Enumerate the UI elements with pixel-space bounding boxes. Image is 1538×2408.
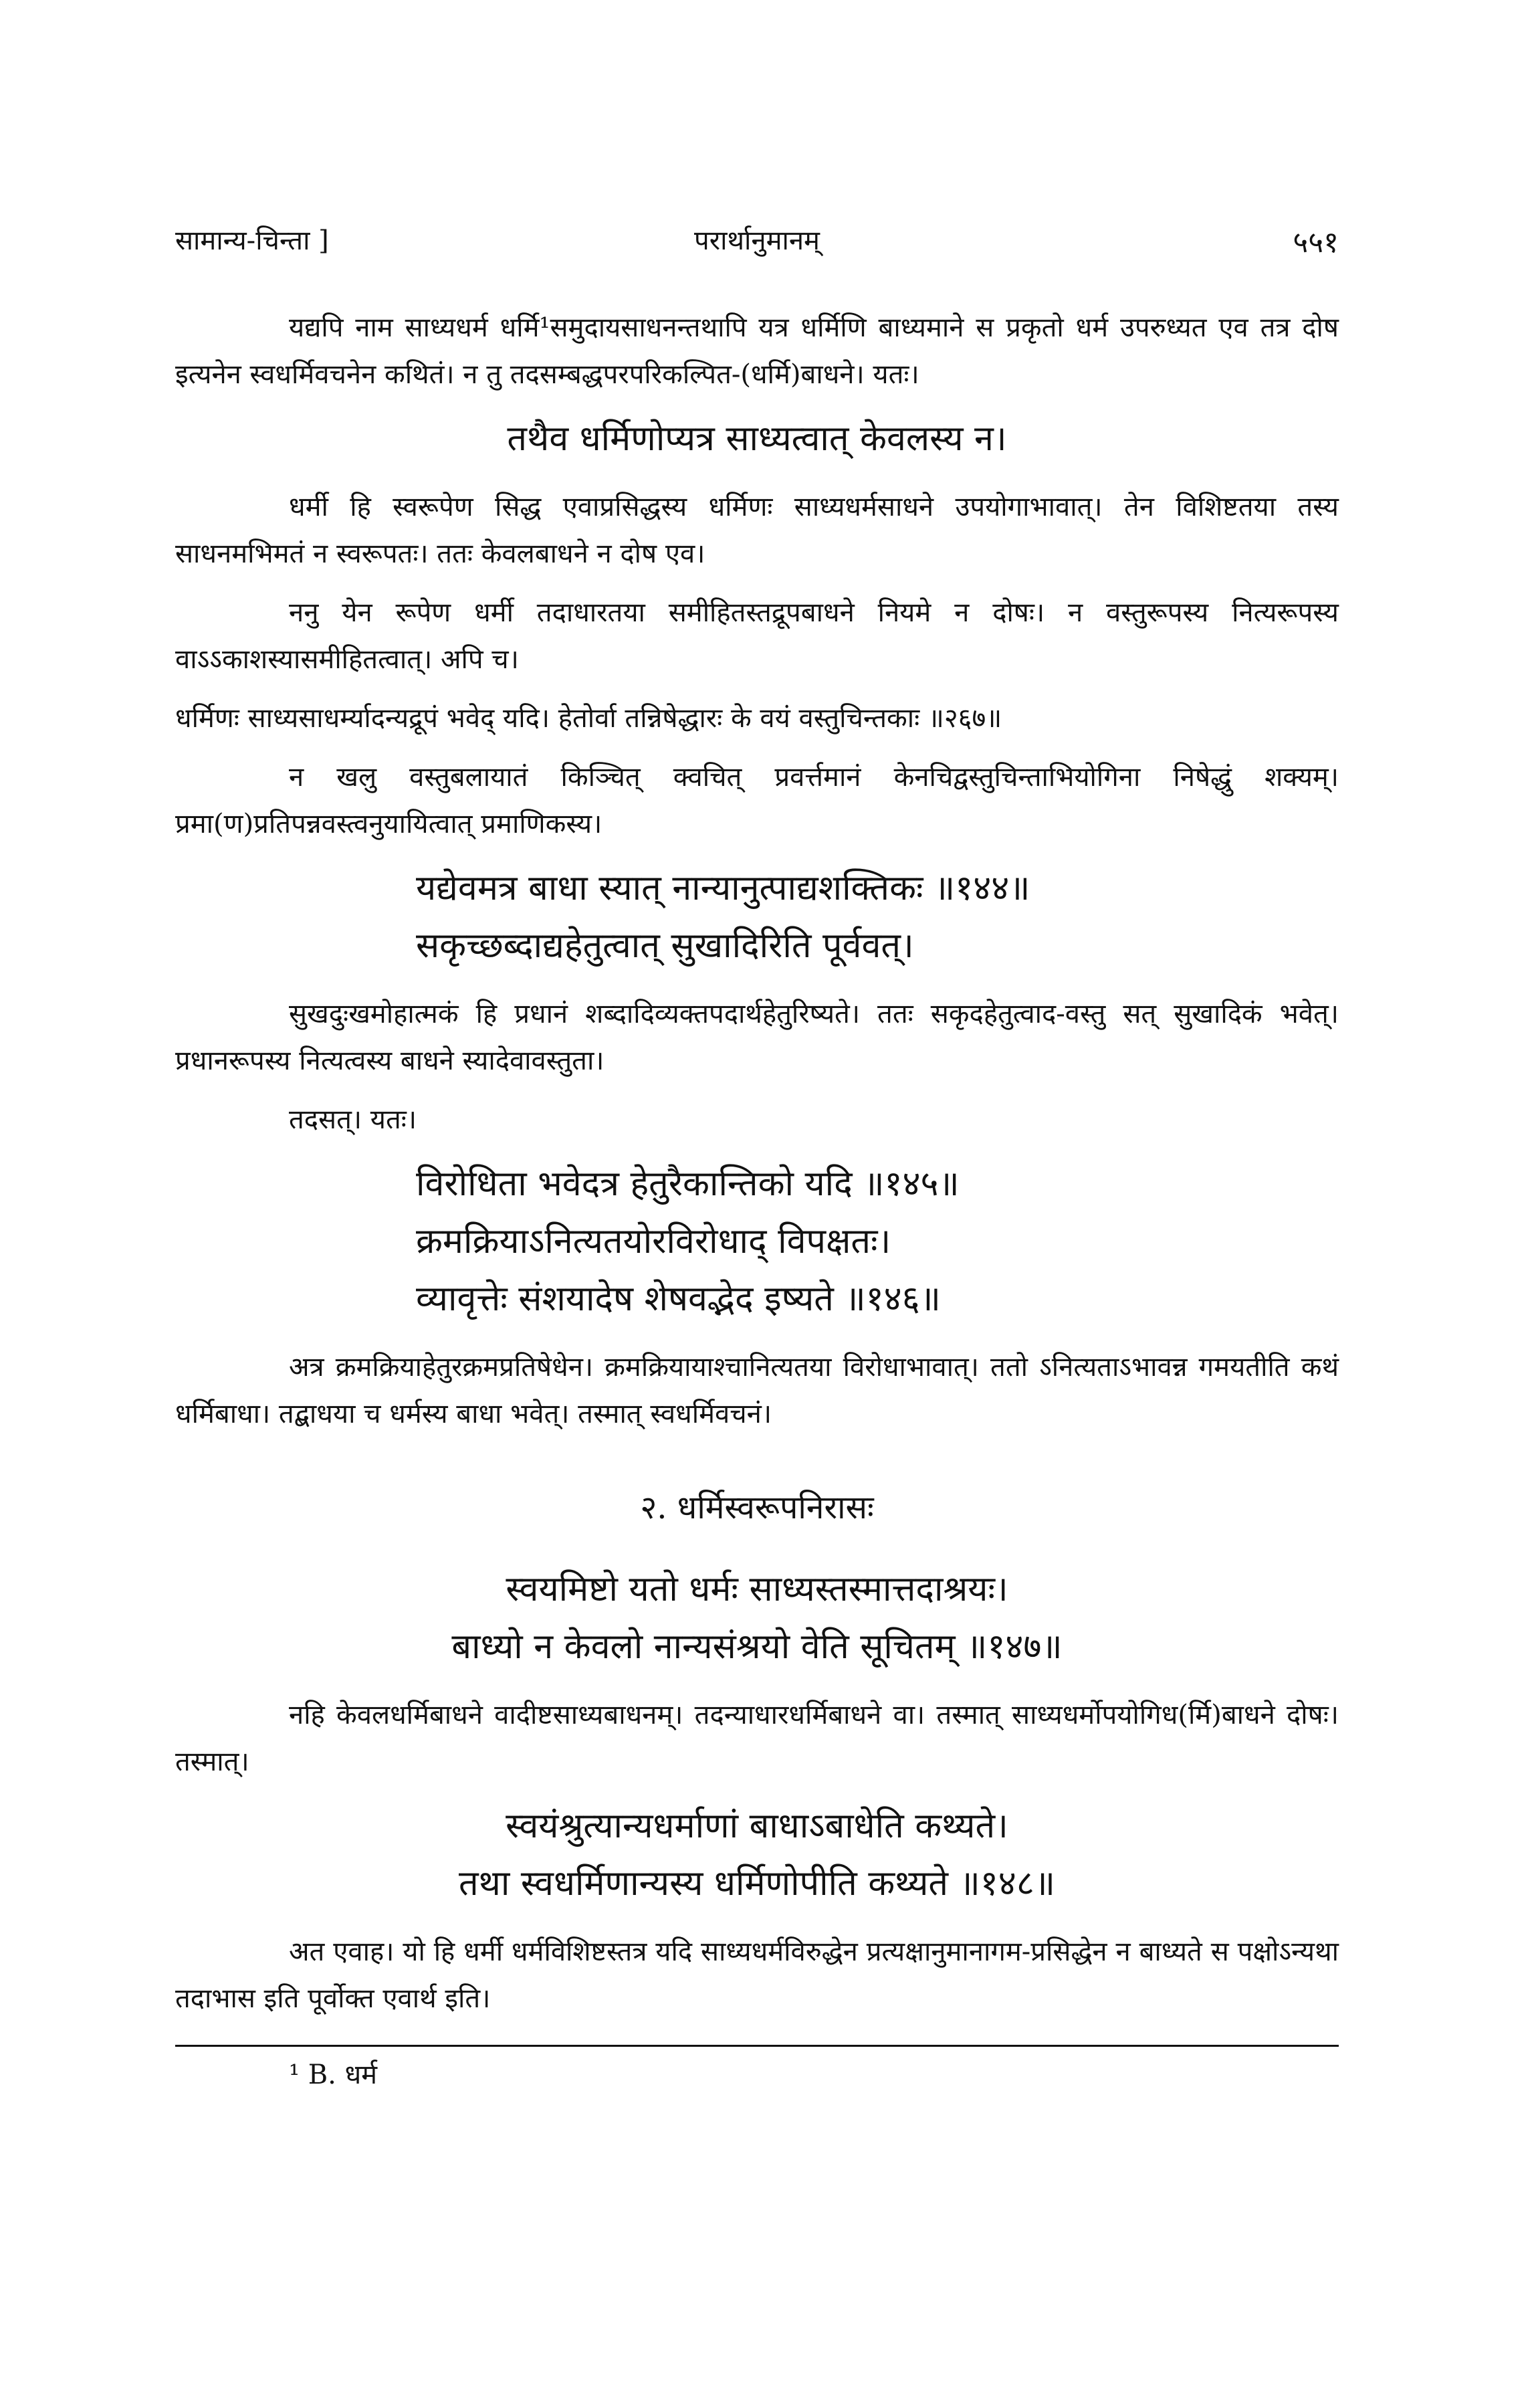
verse	[175, 410, 1339, 468]
page-header	[175, 221, 1339, 274]
verse-line: बाध्यो न केवलो नान्यसंश्रयो वेति सूचितम् ॥१४७॥	[451, 1627, 1063, 1667]
footnote-divider	[175, 2045, 1339, 2047]
verse-line: सकृच्छब्दाद्यहेतुत्वात् सुखादिरिति पूर्ववत्।	[416, 926, 914, 966]
verse-line: क्रमक्रियाऽनित्यतयोरविरोधाद् विपक्षतः।	[416, 1221, 891, 1262]
running-title: परार्थानुमानम्	[694, 225, 820, 256]
verse	[175, 1155, 1339, 1328]
footnote: ¹ B. धर्म	[289, 2060, 378, 2090]
paragraph: यद्यपि नाम साध्यधर्म धर्मि¹समुदायसाधनन्तथापि यत्र धर्मिणि बाध्यमाने स प्रकृतो धर्म उपरुध्यत एव तत्र दोष इत्यनेन स्वधर्मिवचनेन कथितं। न तु तदसम्बद्धपरपरिकल्पित-(धर्मि)बाधने। यतः।	[175, 312, 1339, 390]
verse-line: व्यावृत्तेः संशयादेष शेषवद्भेद इष्यते ॥१४६॥	[416, 1279, 941, 1319]
paragraph: ननु येन रूपेण धर्मी तदाधारतया समीहितस्तद्रूपबाधने नियमे न दोषः। न वस्तुरूपस्य नित्यरूपस्य वाऽऽकाशस्यासमीहितत्वात्। अपि च।	[175, 597, 1339, 675]
page-body	[175, 304, 1339, 2095]
paragraph: नहि केवलधर्मिबाधने वादीष्टसाध्यबाधनम्। तदन्याधारधर्मिबाधने वा। तस्मात् साध्यधर्मोपयोगिध(र्मि)बाधने दोषः। तस्मात्।	[175, 1700, 1339, 1777]
paragraph: अत एवाह। यो हि धर्मी धर्मविशिष्टस्तत्र यदि साध्यधर्मविरुद्धेन प्रत्यक्षानुमानागम-प्रसिद्धेन न बाध्यते स पक्षोऽन्यथा तदाभास इति पूर्वोक्त एवार्थ इति।	[175, 1936, 1339, 2014]
verse-line: स्वयमिष्टो यतो धर्मः साध्यस्तस्मात्तदाश्रयः।	[506, 1569, 1008, 1609]
chapter-title: सामान्य-चिन्ता ]	[175, 225, 329, 256]
paragraph: धर्मिणः साध्यसाधर्म्यादन्यद्रूपं भवेद् यदि। हेतोर्वा तन्निषेद्धारः के वयं वस्तुचिन्तकाः ॥२६७॥	[175, 703, 1002, 734]
verse-line: यद्येवमत्र बाधा स्यात् नान्यानुत्पाद्यशक्तिकः ॥१४४॥	[416, 868, 1030, 908]
verse-line: स्वयंश्रुत्यान्यधर्माणां बाधाऽबाधेति कथ्यते।	[506, 1806, 1008, 1846]
paragraph: न खलु वस्तुबलायातं किञ्चित् क्वचित् प्रवर्त्तमानं केनचिद्वस्तुचिन्ताभियोगिना निषेद्धुं शक्यम्। प्रमा(ण)प्रतिपन्नवस्त्वनुयायित्वात् प्रमाणिकस्य।	[175, 762, 1339, 839]
section-heading: २. धर्मिस्वरूपनिरासः	[640, 1489, 874, 1526]
paragraph: सुखदुःखमोहात्मकं हि प्रधानं शब्दादिव्यक्तपदार्थहेतुरिष्यते। ततः सकृदहेतुत्वाद-वस्तु सत् सुखादिकं भवेत्। प्रधानरूपस्य नित्यत्वस्य बाधने स्यादेवावस्तुता।	[175, 999, 1339, 1076]
verse-line: विरोधिता भवेदत्र हेतुरैकान्तिको यदि ॥१४५॥	[416, 1164, 960, 1204]
verse	[175, 1797, 1339, 1912]
paragraph: धर्मी हि स्वरूपेण सिद्ध एवाप्रसिद्धस्य धर्मिणः साध्यधर्मसाधने उपयोगाभावात्। तेन विशिष्टतया तस्य साधनमभिमतं न स्वरूपतः। ततः केवलबाधने न दोष एव।	[175, 492, 1339, 569]
paragraph: अत्र क्रमक्रियाहेतुरक्रमप्रतिषेधेन। क्रमक्रियायाश्चानित्यतया विरोधाभावात्। ततो ऽनित्यताऽभावन्न गमयतीति कथं धर्मिबाधा। तद्बाधया च धर्मस्य बाधा भवेत्। तस्मात् स्वधर्मिवचनं।	[175, 1352, 1339, 1429]
verse-line: तथैव धर्मिणोप्यत्र साध्यत्वात् केवलस्य न।	[507, 419, 1007, 459]
verse	[175, 860, 1339, 975]
paragraph: तदसत्। यतः।	[289, 1104, 417, 1135]
page-number: ५५१	[1293, 225, 1339, 260]
verse-line: तथा स्वधर्मिणान्यस्य धर्मिणोपीति कथ्यते ॥१४८॥	[458, 1864, 1056, 1904]
verse	[175, 1561, 1339, 1676]
